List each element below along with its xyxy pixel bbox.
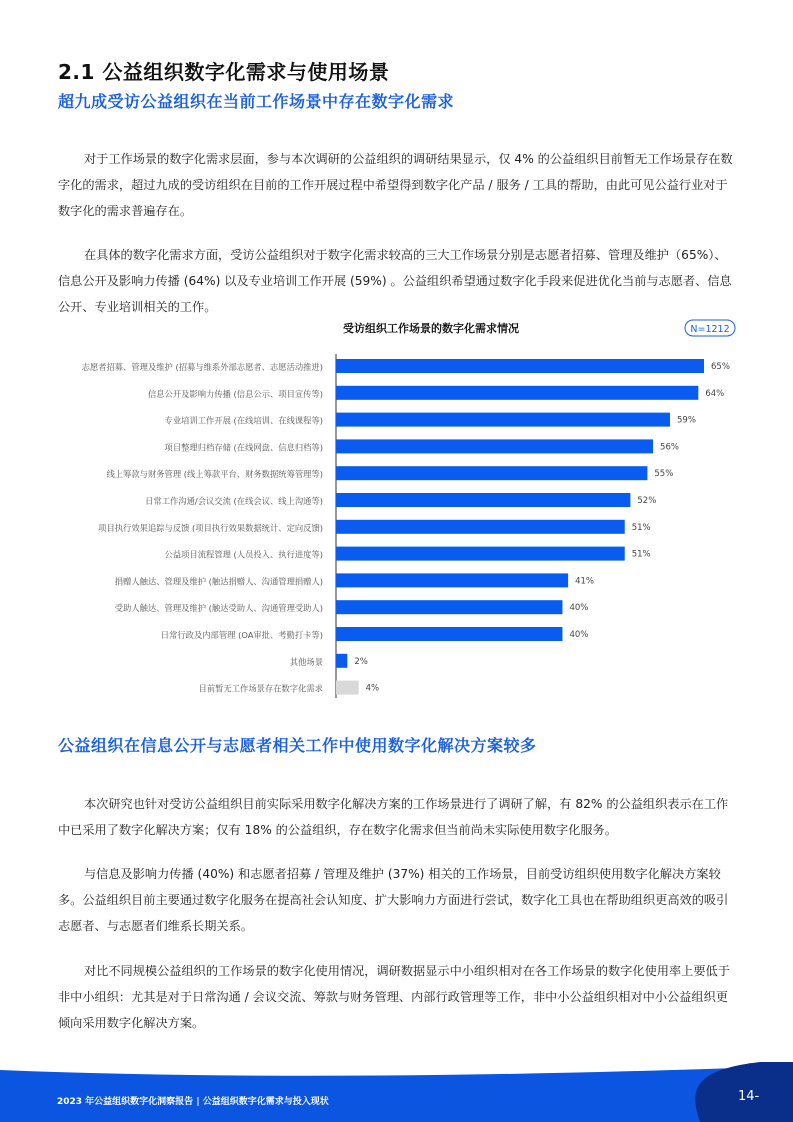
category-label: 项目执行效果追踪与反馈 (项目执行效果数据统计、定向反馈) bbox=[98, 522, 323, 533]
bar bbox=[336, 359, 704, 373]
paragraph-intro-2: 在具体的数字化需求方面，受访公益组织对于数字化需求较高的三大工作场景分别是志愿者招募、管理及维护（65%）、信息公开及影响力传播 (64%) 以及专业培训工作开展 (59%) 。公益组织希望通过数字化手段来促进优化当前与志愿者、信息公开、专业培训相关的工作。 bbox=[58, 248, 732, 314]
value-label: 41% bbox=[575, 576, 595, 587]
category-label: 日常行政及内部管理 (OA审批、考勤打卡等) bbox=[160, 630, 323, 640]
footer-report-name: 2023 年公益组织数字化洞察报告 | 公益组织数字化需求与投入现状 bbox=[57, 1097, 329, 1107]
paragraph-usage-3: 对比不同规模公益组织的工作场景的数字化使用情况，调研数据显示中小组织相对在各工作场景的数字化使用率上要低于非中小组织：尤其是对于日常沟通 / 会议交流、筹款与财务管理、内部行政管理等工作，非中小公益组织相对中小公益组织更倾向采用数字化解决方案。 bbox=[58, 964, 730, 1030]
category-label: 捐赠人触达、管理及维护 (触达捐赠人、沟通管理捐赠人) bbox=[114, 576, 323, 587]
value-label: 40% bbox=[569, 603, 589, 614]
paragraph-intro-1: 对于工作场景的数字化需求层面，参与本次调研的公益组织的调研结果显示，仅 4% 的公益组织目前暂无工作场景存在数字化的需求，超过九成的受访组织在目前的工作开展过程中希望得到数字化产品 / 服务 / 工具的帮助，由此可见公益行业对于数字化的需求普遍存在。 bbox=[58, 152, 733, 218]
category-label: 志愿者招募、管理及维护 (招募与维系外部志愿者、志愿活动推进) bbox=[81, 362, 323, 372]
value-label: 51% bbox=[631, 522, 651, 533]
category-label: 信息公开及影响力传播 (信息公示、项目宣传等) bbox=[147, 388, 323, 399]
bar bbox=[336, 600, 562, 614]
bar bbox=[336, 386, 698, 400]
sample-size-badge: N=1212 bbox=[690, 324, 730, 335]
category-label: 其他场景 bbox=[289, 656, 323, 667]
bar bbox=[336, 439, 653, 453]
value-label: 65% bbox=[711, 362, 730, 372]
value-label: 52% bbox=[637, 496, 657, 506]
bar bbox=[336, 547, 625, 561]
page-number: 14- bbox=[738, 1089, 760, 1104]
bar bbox=[336, 654, 347, 668]
value-label: 2% bbox=[354, 656, 368, 667]
paragraph-usage-1: 本次研究也针对受访公益组织目前实际采用数字化解决方案的工作场景进行了调研了解，有 82% 的公益组织表示在工作中已采用了数字化解决方案；仅有 18% 的公益组织，存在数字化需求但当前尚未实际使用数字化服务。 bbox=[58, 797, 729, 837]
bar bbox=[336, 466, 647, 480]
footer-band bbox=[0, 1062, 793, 1122]
category-label: 专业培训工作开展 (在线培训、在线课程等) bbox=[164, 415, 323, 426]
bar bbox=[336, 413, 670, 427]
value-label: 59% bbox=[677, 415, 696, 426]
bar bbox=[336, 493, 630, 507]
category-label: 日常工作沟通/会议交流 (在线会议、线上沟通等) bbox=[145, 496, 323, 506]
bar bbox=[336, 520, 625, 534]
value-label: 4% bbox=[365, 683, 380, 694]
category-label: 目前暂无工作场景存在数字化需求 bbox=[198, 683, 323, 694]
paragraph-usage-2: 与信息及影响力传播 (40%) 和志愿者招募 / 管理及维护 (37%) 相关的工作场景，目前受访组织使用数字化解决方案较多。公益组织目前主要通过数字化服务在提高社会认知度、扩大影响力方面进行尝试，数字化工具也在帮助组织更高效的吸引志愿者、与志愿者们维系长期关系。 bbox=[58, 867, 729, 933]
value-label: 51% bbox=[631, 549, 651, 560]
section-subtitle: 超九成受访公益组织在当前工作场景中存在数字化需求 bbox=[58, 92, 455, 111]
section-title: 2.1 公益组织数字化需求与使用场景 bbox=[58, 60, 390, 84]
value-label: 55% bbox=[654, 469, 674, 480]
category-label: 受助人触达、管理及维护 (触达受助人、沟通管理受助人) bbox=[114, 603, 323, 614]
category-label: 公益项目流程管理 (人员投入、执行进度等) bbox=[164, 549, 323, 560]
value-label: 56% bbox=[660, 442, 679, 453]
bar bbox=[336, 627, 562, 641]
category-label: 项目整理归档存储 (在线网盘、信息归档等) bbox=[164, 442, 323, 453]
chart-title: 受访组织工作场景的数字化需求情况 bbox=[343, 322, 519, 335]
section-subtitle-2: 公益组织在信息公开与志愿者相关工作中使用数字化解决方案较多 bbox=[58, 736, 537, 755]
category-label: 线上筹款与财务管理 (线上筹款平台、财务数据统筹管理等) bbox=[106, 469, 323, 480]
bar bbox=[336, 681, 359, 695]
bar bbox=[336, 573, 568, 587]
value-label: 64% bbox=[705, 388, 725, 399]
value-label: 40% bbox=[569, 630, 589, 640]
demand-bar-chart bbox=[0, 316, 793, 708]
